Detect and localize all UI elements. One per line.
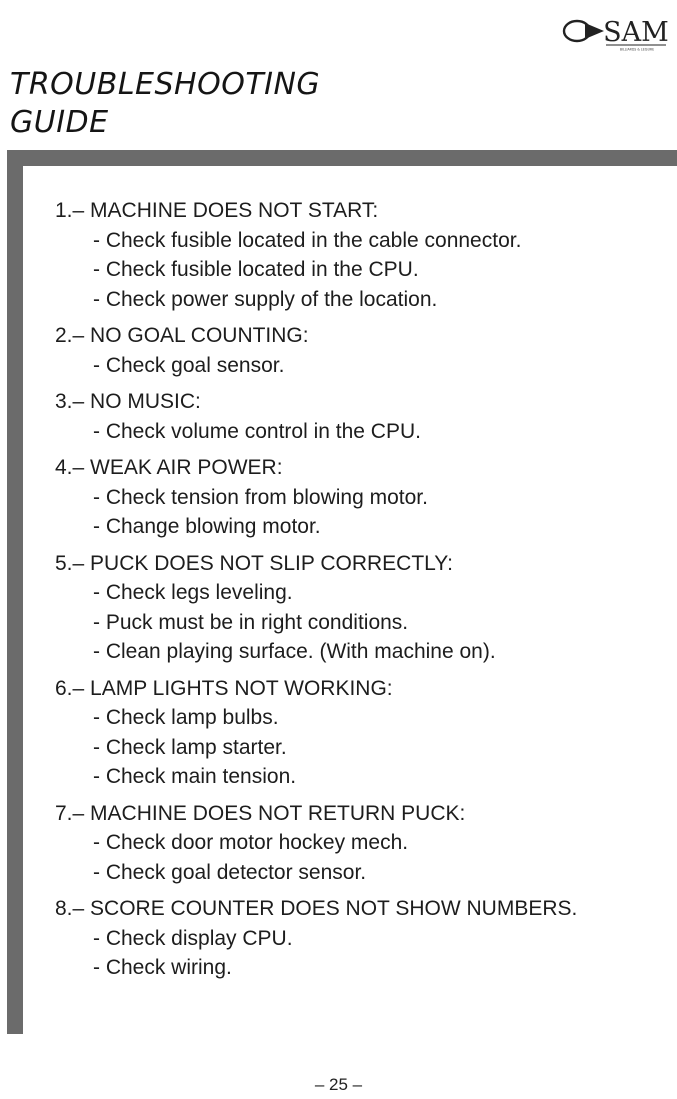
check-item: - Check wiring. <box>93 956 232 979</box>
troubleshooting-section <box>55 674 665 792</box>
title-line-1: TROUBLESHOOTING <box>10 67 321 102</box>
check-item: - Check goal detector sensor. <box>93 860 367 884</box>
check-item: - Change blowing motor. <box>93 515 321 538</box>
check-item: - Check legs leveling. <box>93 581 293 604</box>
troubleshooting-section <box>55 387 665 446</box>
check-item: - Check power supply of the location. <box>93 287 438 311</box>
section-heading: 2.– NO GOAL COUNTING: <box>55 324 309 347</box>
sam-logo-icon <box>562 12 670 52</box>
check-item: - Check display CPU. <box>93 926 293 950</box>
troubleshooting-section <box>55 453 665 542</box>
troubleshooting-list <box>55 196 665 990</box>
page-number: – 25 – <box>314 1075 363 1094</box>
check-item: - Check door motor hockey mech. <box>93 831 409 854</box>
troubleshooting-section <box>55 549 665 667</box>
check-item: - Check goal sensor. <box>93 353 285 377</box>
troubleshooting-section <box>55 799 665 888</box>
title-line-2: GUIDE <box>10 105 109 140</box>
check-item: - Puck must be in right conditions. <box>93 610 409 634</box>
check-item: - Check main tension. <box>93 765 297 788</box>
troubleshooting-section <box>55 196 665 314</box>
check-item: - Check tension from blowing motor. <box>93 485 428 509</box>
section-heading: 5.– PUCK DOES NOT SLIP CORRECTLY: <box>55 551 453 575</box>
check-item: - Check lamp starter. <box>93 735 287 759</box>
check-item: - Check fusible located in the cable connector. <box>93 228 522 252</box>
logo-text: SAM <box>603 17 669 48</box>
check-item: - Check lamp bulbs. <box>93 706 279 729</box>
logo-subtext: BILLIARDS & LEISURE <box>619 47 655 52</box>
check-item: - Check volume control in the CPU. <box>93 419 421 443</box>
section-heading: 1.– MACHINE DOES NOT START: <box>55 199 379 222</box>
check-item: - Clean playing surface. (With machine on). <box>93 640 496 663</box>
frame-left-bar <box>7 150 23 1034</box>
section-heading: 3.– NO MUSIC: <box>55 390 201 413</box>
section-heading: 6.– LAMP LIGHTS NOT WORKING: <box>55 676 393 700</box>
check-item: - Check fusible located in the CPU. <box>93 258 419 281</box>
section-heading: 4.– WEAK AIR POWER: <box>55 456 283 479</box>
section-heading: 7.– MACHINE DOES NOT RETURN PUCK: <box>55 801 466 825</box>
troubleshooting-section <box>55 321 665 380</box>
page-title <box>10 66 320 142</box>
frame-top-bar <box>7 150 677 166</box>
troubleshooting-section <box>55 894 665 983</box>
section-heading: 8.– SCORE COUNTER DOES NOT SHOW NUMBERS. <box>55 897 578 920</box>
